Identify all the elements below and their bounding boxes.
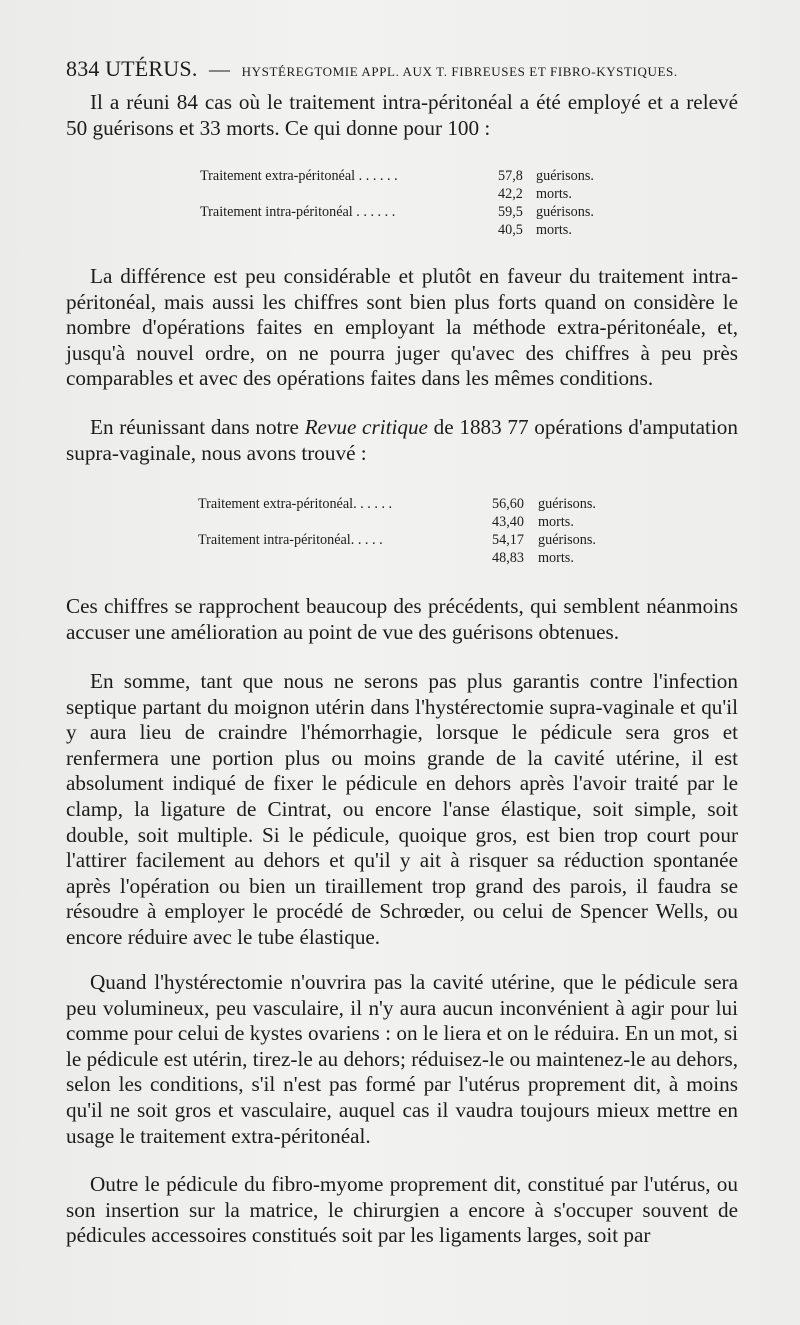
stats-value: 43,40 [492,514,524,530]
stats-value: 40,5 [498,222,523,238]
section-title: UTÉRUS. [105,56,198,81]
stats-label: Traitement extra-péritonéal . . . . . . [200,168,398,184]
revue-text-start: En réunissant dans notre [90,415,305,439]
stats-label: Traitement intra-péritonéal. . . . . [198,532,383,548]
stats-row [198,495,618,513]
ensomme-paragraph [66,669,738,951]
stats-row [200,185,620,203]
stats-value: 42,2 [498,186,523,202]
stats-word: morts. [538,550,574,566]
intro-text: Il a réuni 84 cas où le traitement intra-péritonéal a été employé et a relevé 50 guérisons et 33 morts. Ce qui donne pour 100 : [66,90,738,140]
quand-text: Quand l'hystérectomie n'ouvrira pas la cavité utérine, que le pédicule sera peu volumineux, peu vasculaire, il n'y aura aucun inconvénient à agir pour lui comme pour celui de kystes ovariens : on le liera et on le réduira. En un mot, si le pédicule est utérin, tirez-le au dehors; réduisez-le ou maintenez-le au dehors, selon les conditions, s'il n'est pas formé par l'utérus proprement dit, à moins qu'il ne soit gros et vasculaire, auquel cas il vaudra toujours mieux mettre en usage le traitement extra-péritonéal. [66,970,738,1148]
stats-value: 57,8 [498,168,523,184]
stats-word: morts. [538,514,574,530]
stats-label: Traitement extra-péritonéal. . . . . . [198,496,393,512]
ces-paragraph [66,594,738,645]
stats-word: guérisons. [538,532,596,548]
stats-table-1 [200,167,620,239]
stats-value: 59,5 [498,204,523,220]
difference-text: La différence est peu considérable et plutôt en faveur du traitement intra-péritonéal, mais aussi les chiffres sont bien plus forts quand on considère le nombre d'opérations faites en employant la méthode extra-péritonéale, et, jusqu'à nouvel ordre, on ne pourra juger qu'avec des chiffres à peu près comparables et avec des opérations faites dans les mêmes conditions. [66,264,738,391]
stats-word: guérisons. [536,204,594,220]
quand-paragraph [66,970,738,1149]
stats-table-2 [198,495,618,567]
stats-label: Traitement intra-péritonéal . . . . . . [200,204,396,220]
stats-row [200,203,620,221]
stats-word: morts. [536,222,572,238]
stats-value: 56,60 [492,496,524,512]
stats-row [200,221,620,239]
stats-row [198,549,618,567]
difference-paragraph [66,264,738,392]
stats-word: guérisons. [538,496,596,512]
stats-row [198,531,618,549]
revue-text [66,415,738,466]
revue-text-end: de 1883 77 opérations d'amputation supra-vaginale, nous avons trouvé : [66,415,738,465]
header-dash: — [208,57,231,81]
running-header [66,56,736,86]
stats-value: 54,17 [492,532,524,548]
stats-row [198,513,618,531]
outre-paragraph [66,1172,738,1249]
page-number: 834 [66,56,100,81]
stats-word: guérisons. [536,168,594,184]
outre-text: Outre le pédicule du fibro-myome proprement dit, constitué par l'utérus, ou son insertion sur la matrice, le chirurgien a encore à s'occuper souvent de pédicules accessoires constitués soit par les ligaments larges, soit par [66,1172,738,1248]
revue-title: Revue critique [304,415,428,439]
revue-paragraph [66,415,738,466]
ensomme-text: En somme, tant que nous ne serons pas plus garantis contre l'infection septique partant du moignon utérin dans l'hystérectomie supra-vaginale et qu'il y aura lieu de craindre l'hémorrhagie, lorsque le pédicule sera gros et renfermera une portion plus ou moins grande de la cavité utérine, il est absolument indiqué de fixer le pédicule en dehors après l'avoir traité par le clamp, la ligature de Cintrat, ou encore l'anse élastique, soit simple, soit double, soit multiple. Si le pédicule, quoique gros, est bien trop court pour l'attirer facilement au dehors et qu'il y ait à risquer sa réduction spontanée après l'opération ou bien un tiraillement trop grand des parois, il faudra se résoudre à employer le procédé de Schrœder, ou celui de Spencer Wells, ou encore réduire avec le tube élastique. [66,669,738,949]
intro-paragraph [66,90,738,141]
ces-text: Ces chiffres se rapprochent beaucoup des précédents, qui semblent néanmoins accuser une amélioration au point de vue des guérisons obtenues. [66,594,738,644]
stats-row [200,167,620,185]
stats-value: 48,83 [492,550,524,566]
stats-word: morts. [536,186,572,202]
chapter-subtitle: HYSTÉREGTOMIE APPL. AUX T. FIBREUSES ET FIBRO-KYSTIQUES. [241,64,678,79]
